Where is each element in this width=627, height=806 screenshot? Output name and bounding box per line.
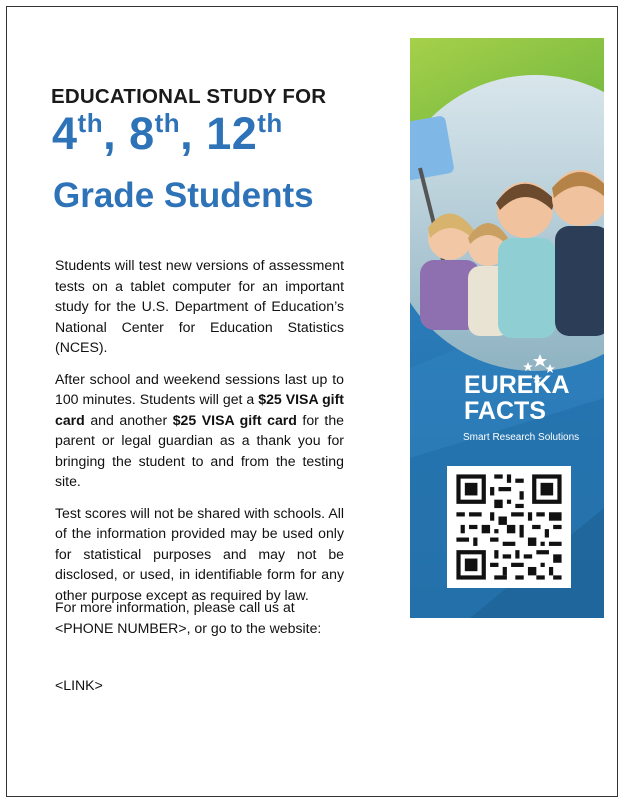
body-text [55,255,344,616]
paragraph-privacy: Test scores will not be shared with schools. All of the information provided may be used only for statistical purposes and may not be disclosed, or used, in identifiable form for any other purpose except as required by law. [55,504,344,603]
grade-4: 4 [52,108,78,159]
separator: , [103,108,130,159]
grade-8-suffix: th [154,108,181,138]
website-link[interactable]: <LINK> [55,677,103,693]
gift-card-student: $25 VISA gift card [55,391,344,428]
headline: EDUCATIONAL STUDY FOR [51,85,327,108]
paragraph-intro: Students will test new versions of assessment tests on a tablet computer for an important study for the U.S. Department of Education’s National Center for Education Statistics (NCES). [55,257,344,355]
qr-code[interactable] [447,466,571,588]
incentive-text: and another [84,411,173,428]
paragraph-incentive [55,369,344,492]
grade-levels [52,108,362,160]
incentive-text: for the parent or legal guardian as a thank you for bringing the student to and from the testing site. [55,411,344,489]
grade-4-suffix: th [77,108,104,138]
subtitle: Grade Students [53,176,314,215]
logo-line-1: EUREKA [464,371,570,399]
qr-code-icon [447,466,571,588]
grade-8: 8 [129,108,155,159]
gift-card-parent: $25 VISA gift card [172,411,297,428]
grade-12: 12 [206,108,258,159]
logo-wordmark [464,372,570,424]
logo-line-2: FACTS [464,397,546,425]
grade-12-suffix: th [257,108,283,138]
incentive-text: After school and weekend sessions last up to 100 minutes. Students will get a [55,370,344,407]
logo-tagline: Smart Research Solutions [463,432,580,443]
separator: , [180,108,207,159]
contact-info: For more information, please call us at <PHONE NUMBER>, or go to the website: [55,599,322,636]
